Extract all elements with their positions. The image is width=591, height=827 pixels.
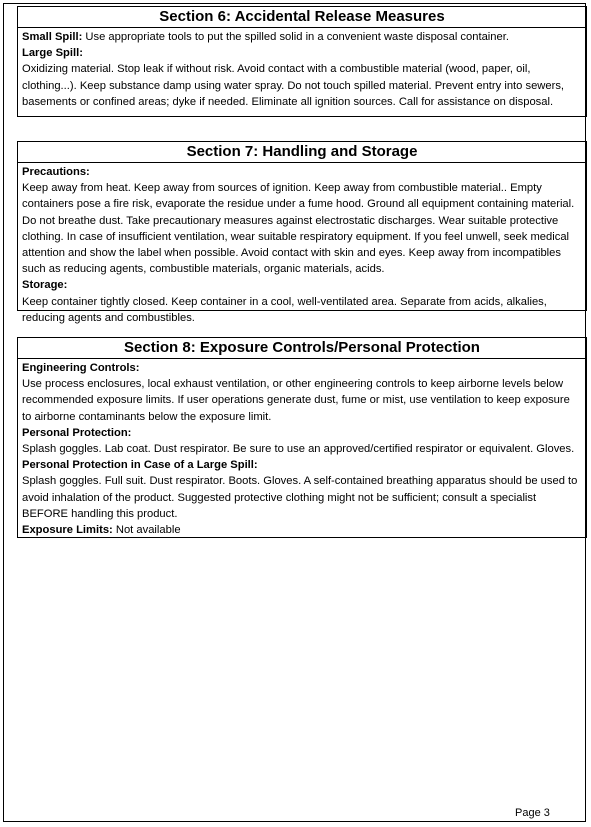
engineering-controls-label: Engineering Controls: bbox=[22, 362, 140, 374]
section-6 bbox=[17, 6, 587, 117]
exposure-limits-text: Not available bbox=[112, 524, 181, 537]
small-spill-label: Small Spill: bbox=[22, 31, 83, 43]
small-spill-text: Use appropriate tools to put the spilled solid in a convenient waste disposal container. bbox=[82, 31, 509, 43]
section-8-body bbox=[18, 359, 586, 540]
precautions-text: Keep away from heat. Keep away from sources of ignition. Keep away from combustible material.. Empty containers pose a fire risk, evaporate the residue under a fume hood. Ground all equipment containing material. Do not breathe dust. Take precautionary measures against electrostatic discharges. Wear suitable protective clothing. In case of insufficient ventilation, wear suitable respiratory equipment. If you feel unwell, seek medical attention and show the label when possible. Avoid contact with skin and eyes. Keep away from incompatibles such as reducing agents, combustible materials, organic materials, acids. bbox=[22, 182, 575, 276]
large-spill-protection-text: Splash goggles. Full suit. Dust respirator. Boots. Gloves. A self-contained breathing apparatus should be used to avoid inhalation of the product. Suggested protective clothing might not be sufficient; consult a specialist BEFORE handling this product. bbox=[22, 475, 578, 520]
engineering-controls-text: Use process enclosures, local exhaust ventilation, or other engineering controls to keep airborne levels below recommended exposure limits. If user operations generate dust, fume or mist, use ventilation to keep exposure to airborne contaminants below the exposure limit. bbox=[22, 378, 570, 423]
section-6-body bbox=[18, 28, 586, 112]
section-6-title: Section 6: Accidental Release Measures bbox=[18, 7, 586, 28]
large-spill-text: Oxidizing material. Stop leak if without risk. Avoid contact with a combustible material (wood, paper, oil, clothing...). Keep substance damp using water spray. Do not touch spilled material. Prevent entry into sewers, basements or confined areas; dyke if needed. Eliminate all ignition sources. Call for assistance on disposal. bbox=[22, 63, 565, 108]
section-8-title: Section 8: Exposure Controls/Personal Protection bbox=[18, 338, 586, 359]
section-7-body bbox=[18, 163, 586, 328]
section-8 bbox=[17, 337, 587, 538]
personal-protection-label: Personal Protection: bbox=[22, 426, 132, 439]
large-spill-protection-label: Personal Protection in Case of a Large Spill: bbox=[22, 459, 258, 472]
storage-text: Keep container tightly closed. Keep container in a cool, well-ventilated area. Separate from acids, alkalies, reducing agents and combustibles. bbox=[22, 295, 547, 324]
storage-label: Storage: bbox=[22, 279, 68, 292]
page-number: Page 3 bbox=[515, 807, 550, 819]
small-spill-paragraph bbox=[22, 29, 582, 45]
exposure-limits-paragraph bbox=[22, 522, 582, 538]
section-7-title: Section 7: Handling and Storage bbox=[18, 142, 586, 163]
precautions-label: Precautions: bbox=[22, 166, 90, 178]
large-spill-label: Large Spill: bbox=[22, 47, 83, 60]
section-7 bbox=[17, 141, 587, 324]
personal-protection-text: Splash goggles. Lab coat. Dust respirator. Be sure to use an approved/certified respirator or equivalent. Gloves. bbox=[22, 443, 575, 456]
exposure-limits-label: Exposure Limits: bbox=[22, 524, 113, 537]
